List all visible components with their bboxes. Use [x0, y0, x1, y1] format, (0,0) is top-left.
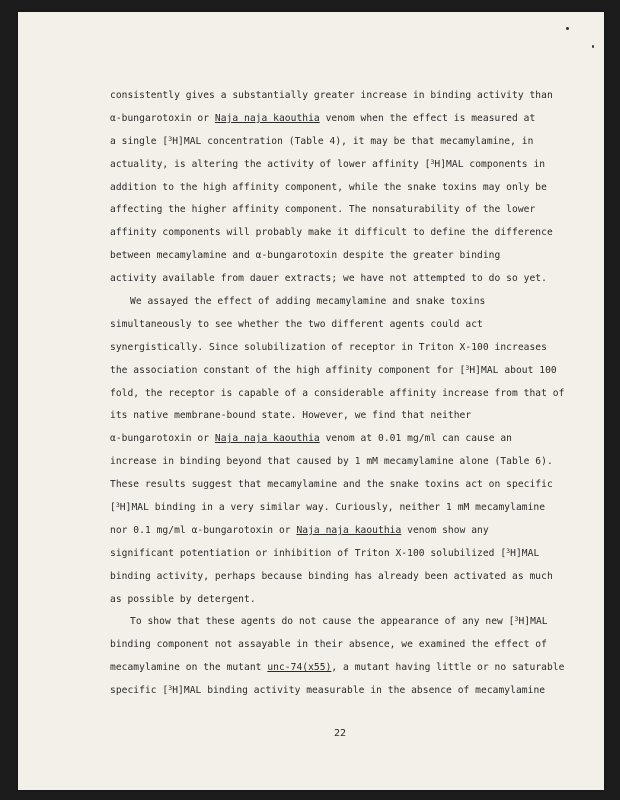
- underlined-term: Naja naja kaouthia: [214, 433, 320, 445]
- text-line: the association constant of the high affinity component for [$^3$H]MAL about 100: [110, 363, 557, 376]
- text-line: binding activity, perhaps because binding has already been activated as much: [110, 570, 553, 582]
- text-line: [$^3$H]MAL binding in a very similar way. Curiously, neither 1 mM mecamylamine: [110, 501, 546, 514]
- body-text: [110, 85, 565, 703]
- superscript: 3: [514, 615, 519, 624]
- underlined-term: unc-74(x55): [267, 662, 332, 674]
- text-line: increase in binding beyond that caused by 1 mM mecamylamine alone (Table 6).: [110, 456, 553, 468]
- superscript: 3: [506, 546, 511, 555]
- underlined-term: Naja naja kaouthia: [296, 524, 402, 536]
- text-line: affecting the higher affinity component. The nonsaturability of the lower: [110, 204, 536, 216]
- text-line: consistently gives a substantially greater increase in binding activity than: [110, 90, 553, 101]
- text-line: its native membrane-bound state. However, we find that neither: [110, 410, 472, 422]
- text-line: synergistically. Since solubilization of receptor in Triton X-100 increases: [110, 341, 547, 353]
- text-line: addition to the high affinity component, while the snake toxins may only be: [110, 181, 547, 193]
- superscript: 3: [465, 363, 470, 372]
- text-line: significant potentiation or inhibition of Triton X-100 solubilized [$^3$H]MAL: [110, 546, 540, 559]
- text-line: fold, the receptor is capable of a considerable affinity increase from that of: [110, 387, 565, 399]
- superscript: 3: [430, 157, 435, 166]
- document-page: [18, 12, 604, 790]
- superscript: 3: [168, 134, 173, 143]
- text-line: These results suggest that mecamylamine and the snake toxins act on specific: [110, 479, 553, 491]
- text-line: as possible by detergent.: [110, 593, 256, 605]
- text-line: To show that these agents do not cause the appearance of any new [$^3$H]MAL: [130, 615, 548, 628]
- superscript: 3: [115, 501, 120, 510]
- text-line: nor 0.1 mg/ml α-bungarotoxin or Naja naja kaouthia venom show any: [110, 524, 489, 536]
- speck-mark: [566, 27, 569, 30]
- underlined-term: Naja naja kaouthia: [214, 112, 320, 124]
- text-line: α-bungarotoxin or Naja naja kaouthia venom when the effect is measured at: [110, 112, 536, 124]
- text-line: activity available from dauer extracts; we have not attempted to do so yet.: [110, 273, 547, 285]
- page-number: 22: [334, 728, 347, 739]
- text-line: binding component not assayable in their absence, we examined the effect of: [110, 639, 547, 651]
- text-line: specific [$^3$H]MAL binding activity measurable in the absence of mecamylamine: [110, 684, 546, 697]
- speck-mark: [592, 45, 594, 48]
- text-line: α-bungarotoxin or Naja naja kaouthia venom at 0.01 mg/ml can cause an: [110, 433, 513, 445]
- text-line: a single [$^3$H]MAL concentration (Table 4), it may be that mecamylamine, in: [110, 134, 534, 147]
- text-line: actuality, is altering the activity of lower affinity [$^3$H]MAL components in: [110, 157, 546, 170]
- text-line: simultaneously to see whether the two different agents could act: [110, 318, 483, 330]
- text-line: affinity components will probably make it difficult to define the difference: [110, 227, 553, 239]
- superscript: 3: [168, 684, 173, 693]
- text-line: between mecamylamine and α-bungarotoxin despite the greater binding: [110, 250, 501, 262]
- text-line: We assayed the effect of adding mecamylamine and snake toxins: [130, 296, 486, 308]
- text-line: mecamylamine on the mutant unc-74(x55), a mutant having little or no saturable: [110, 662, 565, 674]
